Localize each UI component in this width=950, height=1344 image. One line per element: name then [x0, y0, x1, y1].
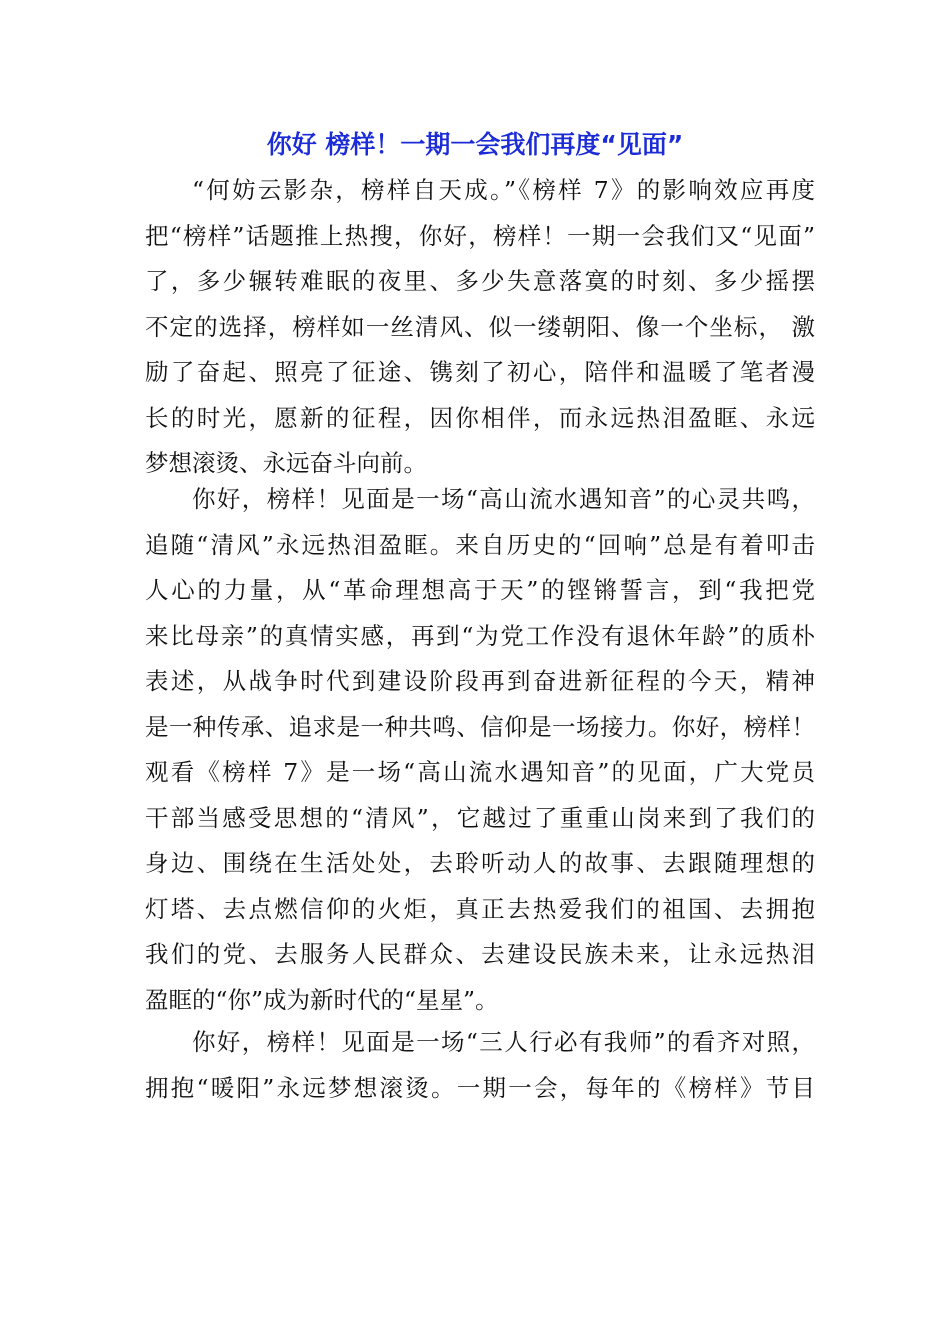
text-line: 追随“清风”永远热泪盈眶。来自历史的“回响”总是有着叩击: [145, 530, 815, 559]
text-line: 拥抱“暖阳”永远梦想滚烫。一期一会，每年的《榜样》节目: [145, 1073, 815, 1102]
text-line: 了，多少辗转难眠的夜里、多少失意落寞的时刻、多少摇摆: [145, 267, 815, 295]
paragraph-3: [145, 1020, 815, 1111]
text-line: 你好，榜样！见面是一场“高山流水遇知音”的心灵共鸣，: [192, 485, 815, 513]
text-line: 表述，从战争时代到建设阶段再到奋进新征程的今天，精神: [145, 667, 815, 695]
text-line: “何妨云影杂，榜样自天成。”《榜样 7》的影响效应再度: [192, 176, 815, 204]
text-line: 干部当感受思想的“清风”，它越过了重重山岗来到了我们的: [145, 803, 815, 832]
text-line: 是一种传承、追求是一种共鸣、信仰是一场接力。你好，榜样！: [145, 712, 815, 741]
text-line: 长的时光，愿新的征程，因你相伴，而永远热泪盈眶、永远: [145, 403, 815, 432]
paragraph-2: [145, 477, 815, 1023]
document-title: 你好 榜样！一期一会我们再度“见面”: [266, 130, 684, 159]
text-line: 梦想滚烫、永远奋斗向前。: [145, 449, 427, 477]
text-line: 我们的党、去服务人民群众、去建设民族未来，让永远热泪: [145, 940, 815, 968]
text-line: 观看《榜样 7》是一场“高山流水遇知音”的见面，广大党员: [145, 758, 815, 786]
text-line: 灯塔、去点燃信仰的火炬，真正去热爱我们的祖国、去拥抱: [145, 894, 815, 923]
text-line: 人心的力量，从“革命理想高于天”的铿锵誓言，到“我把党: [145, 576, 815, 604]
text-line: 你好，榜样！见面是一场“三人行必有我师”的看齐对照，: [192, 1028, 815, 1056]
text-line: 来比母亲”的真情实感，再到“为党工作没有退休年龄”的质朴: [145, 621, 815, 650]
text-line: 盈眶的“你”成为新时代的“星星”。: [145, 985, 499, 1014]
text-line: 身边、围绕在生活处处，去聆听动人的故事、去跟随理想的: [145, 849, 815, 877]
paragraph-1: [145, 168, 815, 487]
text-line: 不定的选择，榜样如一丝清风、似一缕朝阳、像一个坐标， 激: [145, 312, 815, 341]
text-line: 励了奋起、照亮了征途、镌刻了初心，陪伴和温暖了笔者漫: [145, 358, 815, 386]
text-line: 把“榜样”话题推上热搜，你好，榜样！一期一会我们又“见面”: [145, 221, 815, 250]
